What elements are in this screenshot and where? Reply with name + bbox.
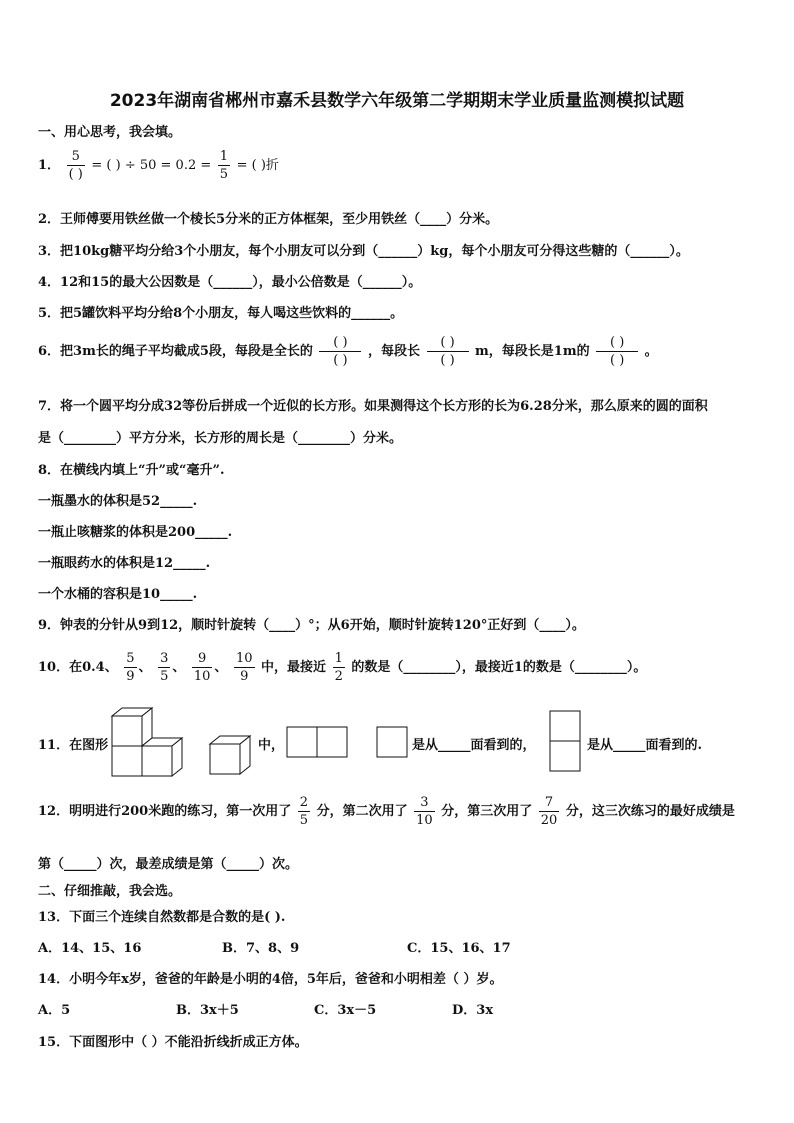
q11-single-cube-figure (208, 734, 252, 776)
q10-text-c: 的数是（________），最接近1的数是（________）。 (351, 660, 647, 675)
question-12-line-1 (38, 796, 735, 827)
q10-text-a: 10．在0.4、 (38, 660, 118, 675)
section-1-heading: 一、用心思考，我会填。 (38, 125, 182, 140)
q13-option-c[interactable]: C．15、16、17 (407, 941, 511, 956)
question-11-text-d: 是从_____面看到的. (587, 738, 703, 753)
question-15: 15．下面图形中（ ）不能沿折线折成正方体。 (38, 1035, 308, 1050)
q14-option-c[interactable]: C．3x－5 (314, 1003, 377, 1018)
question-6 (38, 336, 658, 367)
q10-fraction-2: $\frac{3}{5}$ (160, 651, 169, 684)
q10-fraction-1: $\frac{5}{9}$ (126, 651, 135, 684)
q12-text-c: 分，第三次用了 (441, 804, 533, 819)
q11-view-two-horizontal (286, 726, 350, 758)
q13-option-b[interactable]: B．7、8、9 (222, 941, 300, 956)
question-8-a: 一瓶墨水的体积是52_____. (38, 494, 198, 509)
question-2: 2．王师傅要用铁丝做一个棱长5分米的正方体框架，至少用铁丝（____）分米。 (38, 212, 499, 227)
q11-view-two-vertical (549, 710, 583, 774)
question-8-c: 一瓶眼药水的体积是12_____. (38, 556, 211, 571)
q10-fraction-3: $\frac{9}{10}$ (193, 651, 211, 684)
question-1 (38, 150, 279, 181)
question-11-text-a: 11．在图形 (38, 738, 109, 753)
q14-option-a[interactable]: A．5 (38, 1003, 71, 1018)
question-7-line-2: 是（________）平方分米，长方形的周长是（________）分米。 (38, 431, 403, 446)
q12-text-a: 12．明明进行200米跑的练习，第一次用了 (38, 804, 292, 819)
q1-number: 1． (38, 158, 61, 173)
question-3: 3．把10kg糖平均分给3个小朋友，每个小朋友可以分到（______）kg，每个小朋友可分得这些糖的（______）。 (38, 244, 689, 259)
question-11-text-c: 是从_____面看到的， (412, 738, 536, 753)
q13-option-a[interactable]: A．14、15、16 (38, 941, 142, 956)
q6-text-c: m，每段长是1m的 (475, 344, 590, 359)
q12-fraction-2: $\frac{3}{10}$ (416, 795, 433, 828)
page-title: 2023年湖南省郴州市嘉禾县数学六年级第二学期期末学业质量监测模拟试题 (109, 91, 685, 111)
question-7-line-1: 7．将一个圆平均分成32等份后拼成一个近似的长方形。如果测得这个长方形的长为6.28分米，那么原来的圆的面积 (38, 399, 708, 414)
question-4: 4．12和15的最大公因数是（______），最小公倍数是（______）。 (38, 275, 422, 290)
q12-fraction-1: $\frac{2}{5}$ (299, 795, 309, 828)
q6-fraction-2: $\frac{( )}{( )}$ (427, 336, 469, 367)
question-8-heading: 8．在横线内填上“升”或“毫升”. (38, 463, 225, 478)
question-13: 13．下面三个连续自然数都是合数的是( ). (38, 910, 286, 925)
q11-cube-stack-figure (110, 706, 190, 778)
q1-end: = ( )折 (236, 158, 279, 173)
question-8-d: 一个水桶的容积是10_____. (38, 587, 198, 602)
q1-fraction-2: $\frac{1}{5}$ (219, 149, 229, 182)
question-8-b: 一瓶止咳糖浆的体积是200_____. (38, 525, 233, 540)
question-14: 14．小明今年x岁，爸爸的年龄是小明的4倍，5年后，爸爸和小明相差（ ）岁。 (38, 972, 503, 987)
q10-fraction-4: $\frac{10}{9}$ (235, 651, 253, 684)
section-2-heading: 二、仔细推敲，我会选。 (38, 884, 182, 899)
q12-fraction-3: $\frac{7}{20}$ (540, 795, 558, 828)
q14-option-d[interactable]: D．3x (452, 1003, 494, 1018)
q6-text-b: ，每段长 (367, 344, 420, 359)
q10-fraction-half: $\frac{1}{2}$ (334, 651, 343, 684)
q1-middle: = ( ) ÷ 50 = 0.2 = (91, 158, 212, 173)
question-10: 10．在0.4、 $\frac{5}{9}$ 、 $\frac{3}{5}$ 、 $\frac{9}{10}$ 、 $\frac{10}{9}$ 中，最接近 $\frac{1}{2}$ 的数是（________），最接近1的数是（________）。 (38, 651, 647, 684)
q14-option-b[interactable]: B．3x＋5 (176, 1003, 239, 1018)
q12-text-d: 分，这三次练习的最好成绩是 (565, 804, 735, 819)
q6-text-a: 6．把3m长的绳子平均截成5段，每段是全长的 (38, 344, 313, 359)
question-11-text-b: 中， (258, 738, 285, 753)
q1-fraction-1: $\frac{5}{( )}$ (68, 149, 83, 182)
question-5: 5．把5罐饮料平均分给8个小朋友，每人喝这些饮料的______。 (38, 306, 404, 321)
q12-text-b: 分，第二次用了 (316, 804, 408, 819)
q6-fraction-3: $\frac{( )}{( )}$ (596, 336, 638, 367)
q6-text-d: 。 (644, 344, 658, 359)
q10-text-b: 中，最接近 (261, 660, 327, 675)
question-9: 9．钟表的分针从9到12，顺时针旋转（____）°；从6开始，顺时针旋转120°正好到（____）。 (38, 618, 585, 633)
q11-view-single-square (376, 726, 410, 758)
q6-fraction-1: $\frac{( )}{( )}$ (319, 336, 361, 367)
question-12-line-2: 第（_____）次，最差成绩是第（_____）次。 (38, 857, 299, 872)
